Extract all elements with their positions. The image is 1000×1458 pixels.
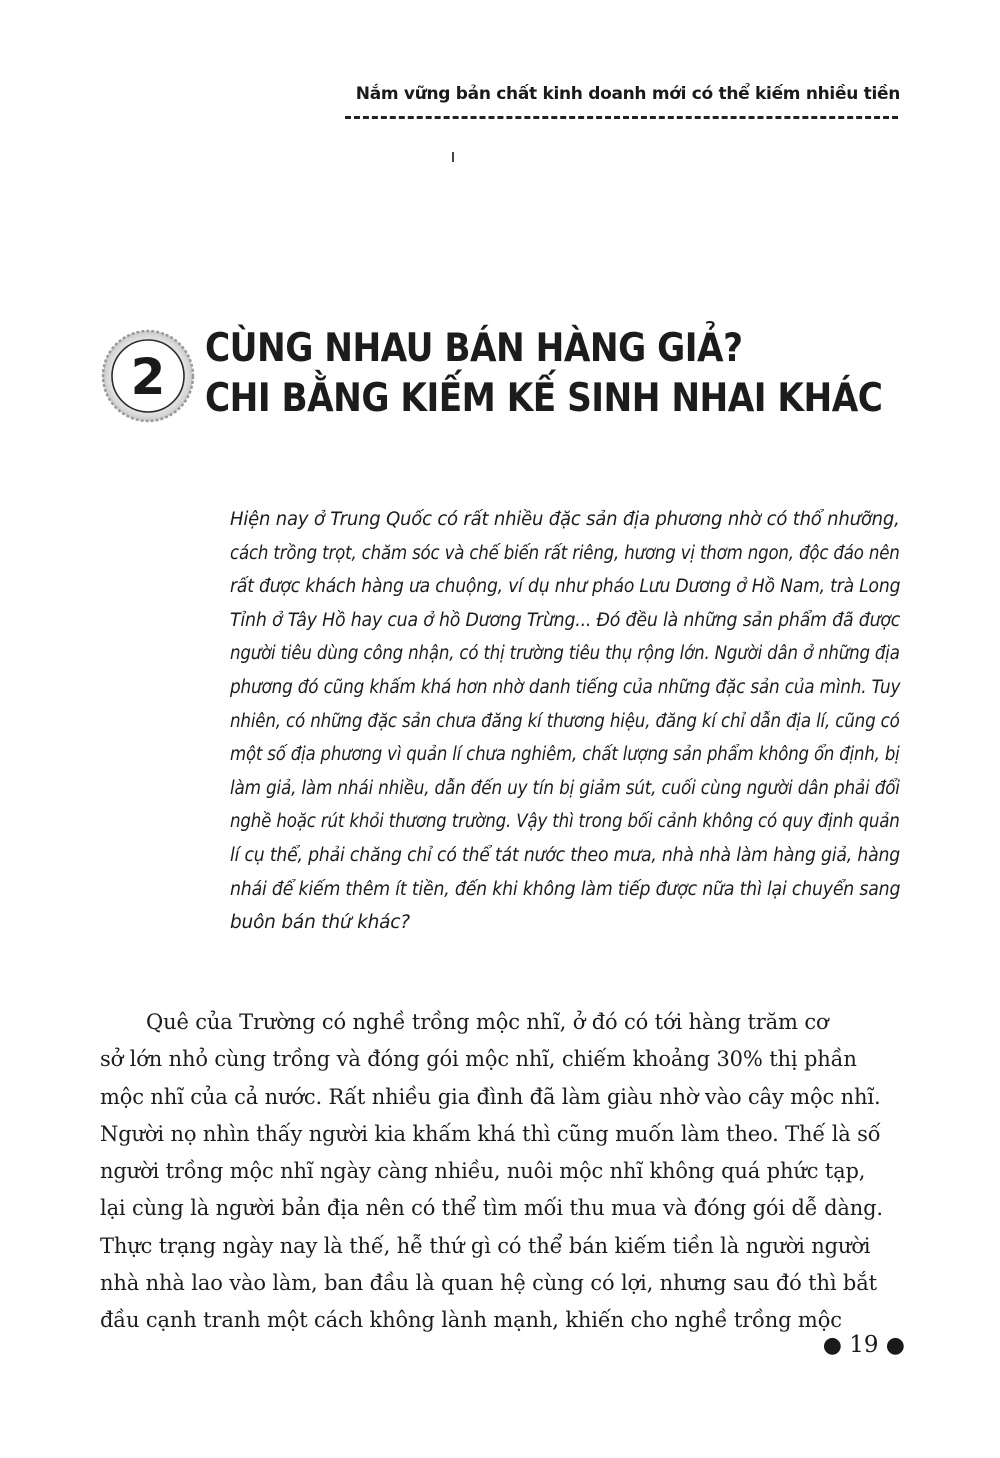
- intro-line: làm giả, làm nhái nhiều, dẫn đến uy tín bị giảm sút, cuối cùng người dân phải đổi: [230, 777, 900, 799]
- body-line: nhà nhà lao vào làm, ban đầu là quan hệ cùng có lợi, nhưng sau đó thì bắt: [100, 1271, 877, 1296]
- stray-mark: [452, 152, 454, 162]
- bullet-left-icon: ●: [822, 1333, 842, 1358]
- intro-line: Tỉnh ở Tây Hồ hay cua ở hồ Dương Trừng... Đó đều là những sản phẩm đã được: [230, 609, 901, 631]
- body-line: Người nọ nhìn thấy người kia khấm khá thì cũng muốn làm theo. Thế là số: [100, 1121, 881, 1146]
- chapter-number-badge: [100, 328, 196, 424]
- body-line: sở lớn nhỏ cùng trồng và đóng gói mộc nhĩ, chiếm khoảng 30% thị phần: [100, 1047, 857, 1072]
- intro-line: rất được khách hàng ưa chuộng, ví dụ như pháo Lưu Dương ở Hồ Nam, trà Long: [230, 576, 901, 598]
- intro-line: buôn bán thứ khác?: [230, 912, 410, 934]
- chapter-number: 2: [130, 348, 166, 406]
- intro-line: phương đó cũng khấm khá hơn nhờ danh tiếng của những đặc sản của mình. Tuy: [230, 676, 901, 698]
- intro-line: nhiên, có những đặc sản chưa đăng kí thương hiệu, đăng kí chỉ dẫn địa lí, cũng có: [230, 710, 900, 732]
- chapter-title-line: CÙNG NHAU BÁN HÀNG GIẢ?: [205, 326, 743, 371]
- header-dashed-rule: [345, 116, 898, 119]
- intro-line: lí cụ thể, phải chăng chỉ có thể tát nước theo mưa, nhà nhà làm hàng giả, hàng: [230, 844, 900, 866]
- body-line: Quê của Trường có nghề trồng mộc nhĩ, ở đó có tới hàng trăm cơ: [146, 1010, 829, 1034]
- body-line: đầu cạnh tranh một cách không lành mạnh, khiến cho nghề trồng mộc: [100, 1308, 842, 1333]
- bullet-right-icon: ●: [885, 1333, 905, 1358]
- body-paragraph: [100, 1004, 900, 1340]
- intro-paragraph: [230, 503, 900, 940]
- body-line: Thực trạng ngày nay là thế, hễ thứ gì có thể bán kiếm tiền là người người: [100, 1233, 871, 1258]
- intro-line: một số địa phương vì quản lí chưa nghiêm, chất lượng sản phẩm không ổn định, bị: [230, 744, 900, 766]
- intro-line: cách trồng trọt, chăm sóc và chế biến rất riêng, hương vị thơm ngon, độc đáo nên: [230, 542, 900, 564]
- body-line: lại cùng là người bản địa nên có thể tìm mối thu mua và đóng gói dễ dàng.: [100, 1196, 883, 1221]
- intro-line: người tiêu dùng công nhận, có thị trường tiêu thụ rộng lớn. Người dân ở những địa: [230, 643, 900, 665]
- page-number-value: 19: [849, 1332, 879, 1358]
- chapter-title-line: CHI BẰNG KIẾM KẾ SINH NHAI KHÁC: [205, 376, 883, 421]
- page-number: [815, 1332, 905, 1358]
- chapter-title: [205, 324, 882, 424]
- intro-line: nhái để kiếm thêm ít tiền, đến khi không làm tiếp được nữa thì lại chuyển sang: [230, 878, 901, 900]
- body-line: người trồng mộc nhĩ ngày càng nhiều, nuôi mộc nhĩ không quá phức tạp,: [100, 1159, 866, 1184]
- running-title: Nắm vững bản chất kinh doanh mới có thể kiếm nhiều tiền: [355, 84, 900, 104]
- body-line: mộc nhĩ của cả nước. Rất nhiều gia đình đã làm giàu nhờ vào cây mộc nhĩ.: [100, 1084, 881, 1109]
- intro-line: Hiện nay ở Trung Quốc có rất nhiều đặc sản địa phương nhờ có thổ nhưỡng,: [230, 509, 900, 530]
- intro-line: nghề hoặc rút khỏi thương trường. Vậy thì trong bối cảnh không có quy định quản: [230, 811, 900, 833]
